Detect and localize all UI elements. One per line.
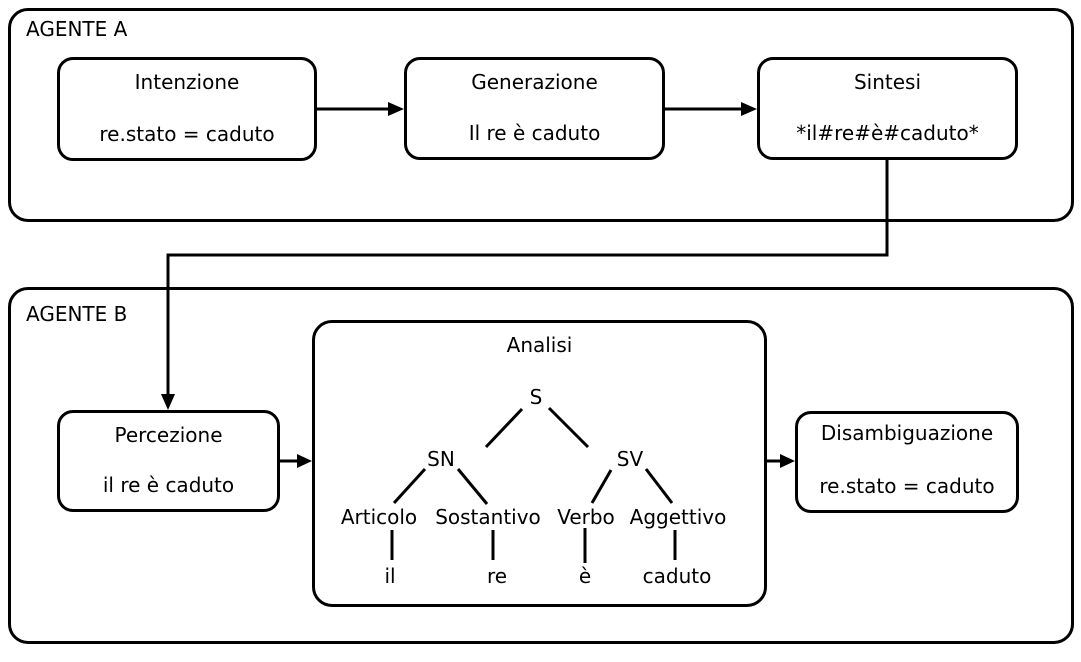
intenzione-box — [57, 57, 317, 161]
tree-node-sn: SN — [427, 447, 455, 471]
disambiguazione-content: re.stato = caduto — [819, 474, 995, 498]
tree-leaf-e: è — [578, 564, 592, 588]
disambiguazione-box — [795, 411, 1019, 513]
tree-node-articolo: Articolo — [340, 505, 418, 529]
percezione-content: il re è caduto — [102, 473, 235, 497]
percezione-title: Percezione — [114, 423, 223, 447]
tree-leaf-il: il — [384, 564, 396, 588]
agent-b-label: AGENTE B — [26, 302, 128, 326]
tree-node-verbo: Verbo — [557, 505, 615, 529]
generazione-title: Generazione — [471, 70, 598, 94]
tree-node-sostantivo: Sostantivo — [435, 505, 541, 529]
percezione-box — [57, 410, 280, 512]
generazione-box — [404, 57, 665, 160]
sintesi-title: Sintesi — [853, 70, 922, 94]
analisi-title: Analisi — [506, 333, 573, 357]
sintesi-box — [757, 57, 1018, 160]
disambiguazione-title: Disambiguazione — [820, 421, 994, 445]
tree-node-aggettivo: Aggettivo — [629, 505, 727, 529]
tree-node-sv: SV — [616, 447, 644, 471]
tree-node-s: S — [529, 385, 543, 409]
tree-leaf-caduto: caduto — [642, 564, 712, 588]
sintesi-content: *il#re#è#caduto* — [796, 121, 979, 145]
intenzione-content: re.stato = caduto — [99, 122, 275, 146]
tree-leaf-re: re — [486, 564, 508, 588]
generazione-content: Il re è caduto — [468, 121, 601, 145]
agent-a-label: AGENTE A — [26, 17, 128, 41]
intenzione-title: Intenzione — [134, 70, 240, 94]
